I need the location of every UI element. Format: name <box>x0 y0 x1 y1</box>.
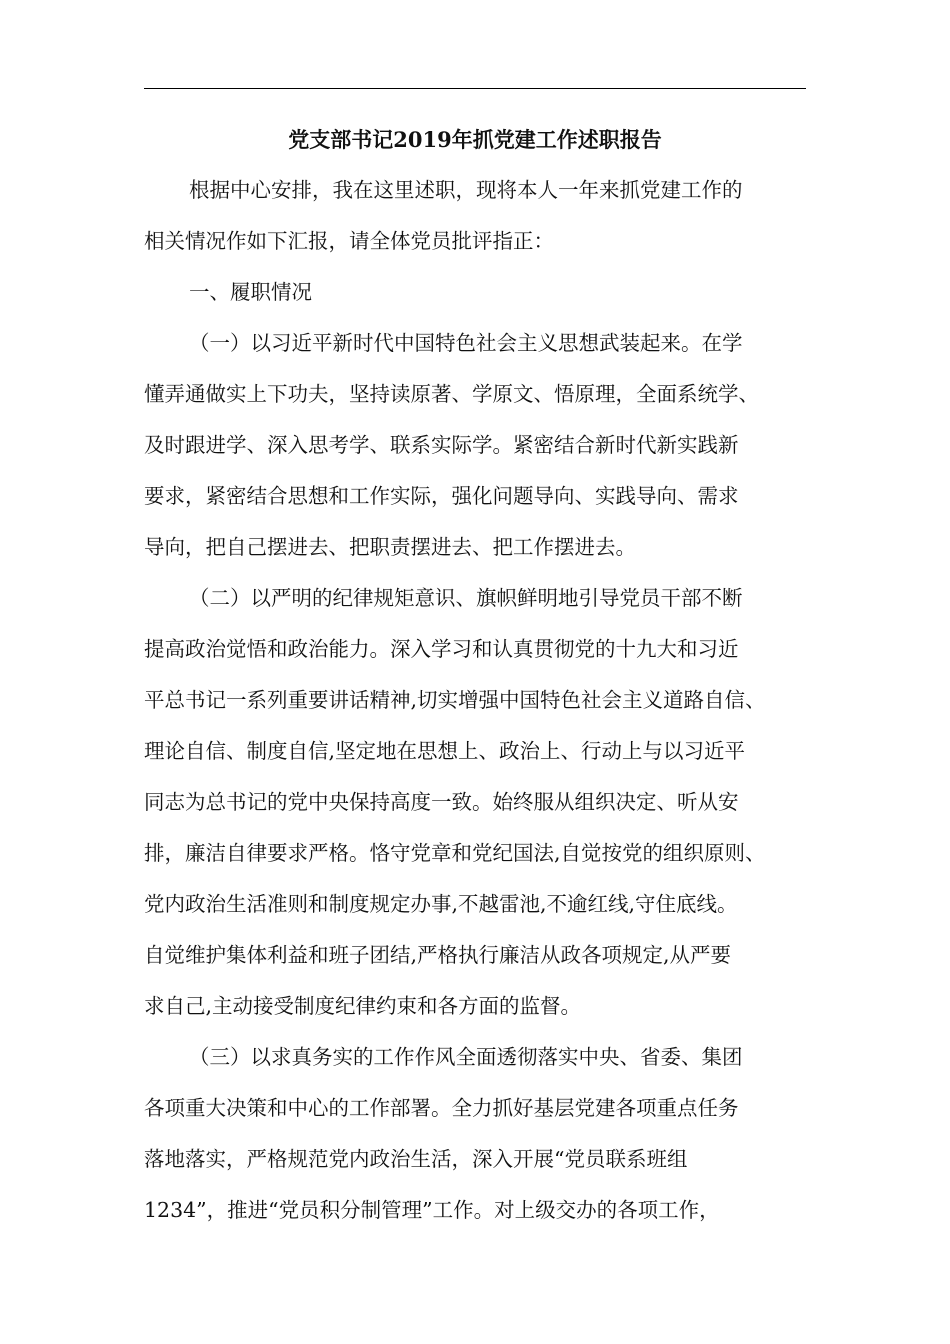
text-line: 1234”，推进“党员积分制管理”工作。对上级交办的各项工作， <box>144 1198 720 1222</box>
text-line: 排，廉洁自律要求严格。恪守党章和党纪国法,自觉按党的组织原则、 <box>144 841 766 865</box>
text-line: （三）以求真务实的工作作风全面透彻落实中央、省委、集团 <box>189 1045 743 1069</box>
header-rule <box>144 88 806 89</box>
text-line: 及时跟进学、深入思考学、联系实际学。紧密结合新时代新实践新 <box>144 433 739 457</box>
text-line: 懂弄通做实上下功夫，坚持读原著、学原文、悟原理，全面系统学、 <box>144 382 759 406</box>
text-line: 要求，紧密结合思想和工作实际，强化问题导向、实践导向、需求 <box>144 484 739 508</box>
text-line: 同志为总书记的党中央保持高度一致。始终服从组织决定、听从安 <box>144 790 739 814</box>
text-line: 导向，把自己摆进去、把职责摆进去、把工作摆进去。 <box>144 535 636 559</box>
text-line: 落地落实，严格规范党内政治生活，深入开展“党员联系班组 <box>144 1147 688 1171</box>
text-line: 自觉维护集体利益和班子团结,严格执行廉洁从政各项规定,从严要 <box>144 943 732 967</box>
text-line: 各项重大决策和中心的工作部署。全力抓好基层党建各项重点任务 <box>144 1096 739 1120</box>
text-line: 平总书记一系列重要讲话精神,切实增强中国特色社会主义道路自信、 <box>144 688 766 712</box>
section-heading: 一、履职情况 <box>189 280 312 304</box>
document-title: 党支部书记2019年抓党建工作述职报告 <box>288 127 662 152</box>
text-line: 理论自信、制度自信,坚定地在思想上、政治上、行动上与以习近平 <box>144 739 746 763</box>
text-line: 根据中心安排，我在这里述职，现将本人一年来抓党建工作的 <box>189 178 743 202</box>
text-line: 求自己,主动接受制度纪律约束和各方面的监督。 <box>144 994 582 1018</box>
text-line: （二）以严明的纪律规矩意识、旗帜鲜明地引导党员干部不断 <box>189 586 743 610</box>
text-line: 党内政治生活准则和制度规定办事,不越雷池,不逾红线,守住底线。 <box>144 892 738 916</box>
text-line: 相关情况作如下汇报，请全体党员批评指正： <box>144 229 554 253</box>
text-line: 提高政治觉悟和政治能力。深入学习和认真贯彻党的十九大和习近 <box>144 637 739 661</box>
text-line: （一）以习近平新时代中国特色社会主义思想武装起来。在学 <box>189 331 743 355</box>
